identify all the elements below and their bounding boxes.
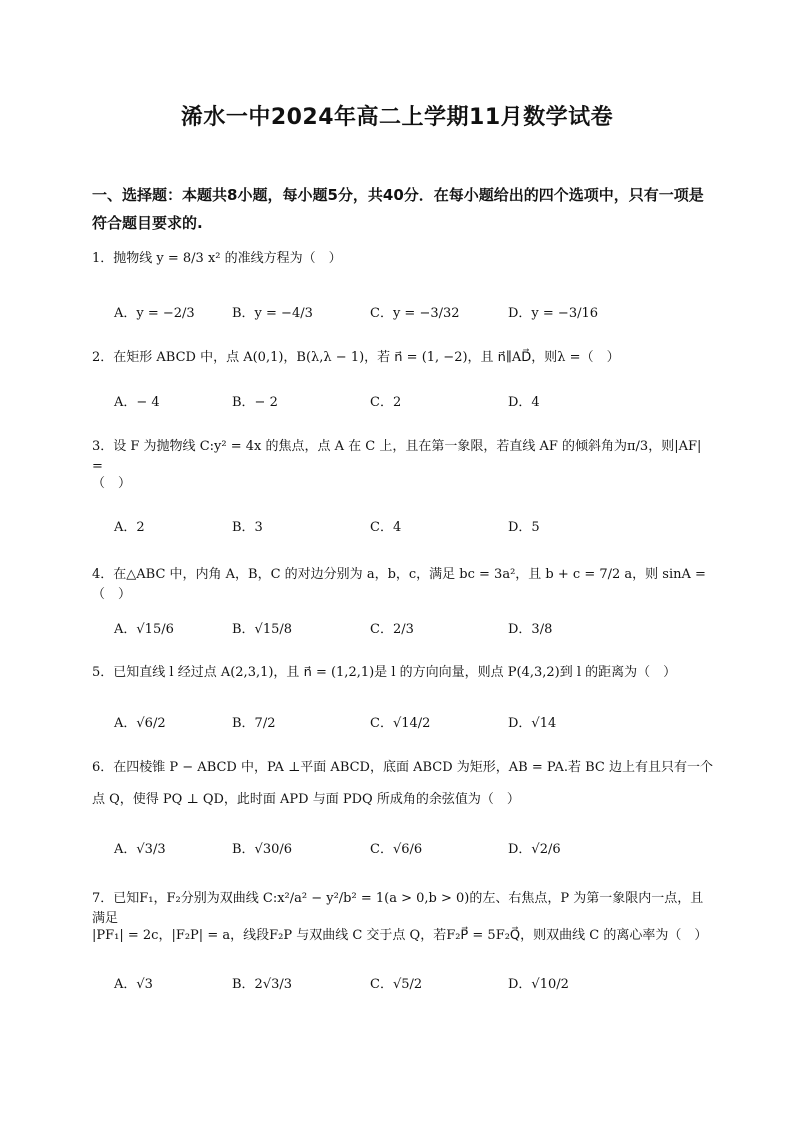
question-3-options [114, 516, 714, 540]
option-b[interactable]: B．3 [232, 520, 263, 535]
option-d[interactable]: D．y = −3/16 [508, 306, 599, 321]
option-b[interactable]: B．y = −4/3 [232, 306, 313, 321]
question-6: 6．在四棱锥 P − ABCD 中，PA ⊥平面 ABCD，底面 ABCD 为矩形，AB = PA.若 BC 边上有且只有一个 [92, 760, 713, 775]
question-3-line2: （ ） [92, 476, 132, 491]
option-c[interactable]: C．√14/2 [370, 716, 431, 731]
option-a[interactable]: A．2 [114, 520, 145, 535]
question-6-line2: 点 Q，使得 PQ ⊥ QD，此时面 APD 与面 PDQ 所成角的余弦值为（ ） [92, 792, 520, 807]
option-b[interactable]: B．√30/6 [232, 842, 293, 857]
question-1-options [114, 302, 714, 326]
question-7-line2: |PF₁| = 2c，|F₂P| = a，线段F₂P 与双曲线 C 交于点 Q，若F₂P⃗ = 5F₂Q⃗，则双曲线 C 的离心率为（ ） [92, 928, 708, 943]
question-3: 3．设 F 为抛物线 C:y² = 4x 的焦点，点 A 在 C 上，且在第一象限，若直线 AF 的倾斜角为π/3，则|AF| = [92, 439, 702, 474]
option-a[interactable]: A．y = −2/3 [114, 306, 195, 321]
page-title: 浠水一中2024年高二上学期11月数学试卷 [180, 105, 614, 130]
option-a[interactable]: A．√6/2 [114, 716, 166, 731]
question-4: 4．在△ABC 中，内角 A，B，C 的对边分别为 a，b，c，满足 bc = 3a²，且 b + c = 7/2 a，则 sinA =（ ） [92, 567, 706, 602]
option-c[interactable]: C．y = −3/32 [370, 306, 460, 321]
option-a[interactable]: A．√3/3 [114, 842, 166, 857]
option-a[interactable]: A．√15/6 [114, 622, 174, 637]
option-a[interactable]: A．− 4 [114, 395, 160, 410]
option-b[interactable]: B．√15/8 [232, 622, 293, 637]
option-c[interactable]: C．4 [370, 520, 402, 535]
question-7-options [114, 973, 714, 997]
option-d[interactable]: D．3/8 [508, 622, 553, 637]
question-1: 1．抛物线 y = 8/3 x² 的准线方程为（ ） [92, 251, 342, 266]
option-c[interactable]: C．√5/2 [370, 977, 423, 992]
option-b[interactable]: B．7/2 [232, 716, 276, 731]
option-c[interactable]: C．2/3 [370, 622, 414, 637]
question-2: 2．在矩形 ABCD 中，点 A(0,1)，B(λ,λ − 1)，若 n⃗ = (1, −2)，且 n⃗∥AD⃗，则λ =（ ） [92, 350, 620, 365]
option-d[interactable]: D．√10/2 [508, 977, 569, 992]
question-2-options [114, 391, 714, 415]
question-7: 7．已知F₁，F₂分别为双曲线 C:x²/a² − y²/b² = 1(a > 0,b > 0)的左、右焦点，P 为第一象限内一点，且满足 [92, 891, 704, 926]
question-5: 5．已知直线 l 经过点 A(2,3,1)，且 n⃗ = (1,2,1)是 l 的方向向量，则点 P(4,3,2)到 l 的距离为（ ） [92, 665, 677, 680]
option-d[interactable]: D．√14 [508, 716, 557, 731]
option-c[interactable]: C．√6/6 [370, 842, 423, 857]
question-6-options [114, 838, 714, 862]
option-d[interactable]: D．√2/6 [508, 842, 561, 857]
question-4-options [114, 618, 714, 642]
option-b[interactable]: B．2√3/3 [232, 977, 293, 992]
option-d[interactable]: D．4 [508, 395, 540, 410]
option-d[interactable]: D．5 [508, 520, 540, 535]
option-c[interactable]: C．2 [370, 395, 402, 410]
option-b[interactable]: B．− 2 [232, 395, 278, 410]
option-a[interactable]: A．√3 [114, 977, 153, 992]
question-5-options [114, 712, 714, 736]
section-heading: 一、选择题：本题共8小题，每小题5分，共40分．在每小题给出的四个选项中，只有一项是符合题目要求的. [92, 186, 704, 232]
